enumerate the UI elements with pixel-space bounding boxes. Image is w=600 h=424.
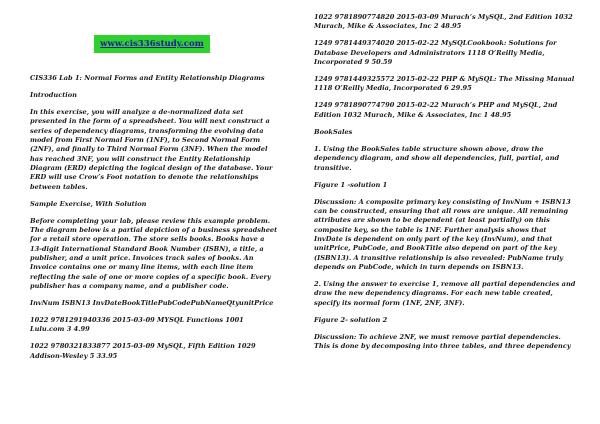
table-name-label: BookSales [314,127,353,136]
site-link[interactable]: www.cis336study.com [100,39,204,49]
introduction-paragraph: In this exercise, you will analyze a de-normalized data set presented in the form of a spreadsheet. You will next construct a series of dependency diagrams, transforming the evolving data model from First Normal Form (1NF), to Second Normal Form (2NF), and finally to Third Normal Form (3NF). When the model has reached 3NF, you will construct the Entity Relationship Diagram (ERD) depicting the logical design of the database. Your ERD will use Crow’s Foot notation to denote the relationships between tables. [30,108,273,191]
example-paragraph: Before completing your lab, please review this example problem. The diagram below is a partial depiction of a business spreadsheet for a retail store operation. The store sells books. Books have a 13-digit International Standard Book Number (ISBN), a title, a publisher, and a unit price. Invoices track sales of books. An Invoice contains one or many line items, with each line item reflecting the sale of one or more copies of a specific book. Every publisher has a company name, and a publisher code. [30,216,278,290]
spreadsheet-row: 1249 9781890774790 2015-02-22 Murach’s PHP and MySQL, 2nd Edition 1032 Murach, Mike & Associates, Inc 1 48.95 [314,101,558,119]
spreadsheet-row: 1249 9781449374020 2015-02-22 MySQLCookbook: Solutions for Database Developers and Administrators 1118 O’Reilly Media, Incorporated 9 50.59 [314,39,557,66]
exercise-1-question: 1. Using the BookSales table structure shown above, draw the dependency diagram, and show all dependencies, full, partial, and transitive. [314,144,560,172]
lab-title: CIS336 Lab 1: Normal Forms and Entity Relationship Diagrams [30,74,265,82]
exercise-2-question: 2. Using the answer to exercise 1, remove all partial dependencies and draw the new dependency diagrams. For each new table created, specify its normal form (1NF, 2NF, 3NF). [314,279,576,307]
discussion-2-paragraph: Discussion: To achieve 2NF, we must remove partial dependencies. This is done by decomposing into three tables, and three dependency [314,332,571,350]
spreadsheet-row: 1022 9781890774820 2015-03-09 Murach’s MySQL, 2nd Edition 1032 Murach, Mike & Associates, Inc 2 48.95 [314,13,573,31]
right-column [314,0,576,359]
figure-2-caption: Figure 2- solution 2 [314,315,388,324]
spreadsheet-header-row: InvNum ISBN13 InvDateBookTitlePubCodePubNameQtyunitPrice [30,298,274,307]
spreadsheet-row: 1022 9781291940336 2015-03-09 MYSQL Functions 1001 Lulu.com 3 4.99 [30,316,244,334]
figure-1-caption: Figure 1 -solution 1 [314,180,388,189]
section-heading-sample-exercise: Sample Exercise, With Solution [30,199,147,208]
spreadsheet-row: 1022 9780321833877 2015-03-09 MySQL, Fifth Edition 1029 Addison-Wesley 5 33.95 [30,342,256,360]
left-column [30,0,278,369]
section-heading-introduction: Introduction [30,91,77,100]
discussion-1-paragraph: Discussion: A composite primary key consisting of InvNum + ISBN13 can be constructed, ensuring that all rows are unique. All remaining attributes are shown to be dependent (at least partially) on this composite key, so the table is 1NF. Further analysis shows that InvDate is dependent on only part of the key (InvNum), and that unitPrice, PubCode, and BookTitle also depend on part of the key (ISBN13). A transitive relationship is also revealed: PubName truly depends on PubCode, which in turn depends on ISBN13. [314,197,571,271]
spreadsheet-row: 1249 9781449325572 2015-02-22 PHP & MySQL: The Missing Manual 1118 O’Reilly Media, Incorporated 6 29.95 [314,75,575,93]
